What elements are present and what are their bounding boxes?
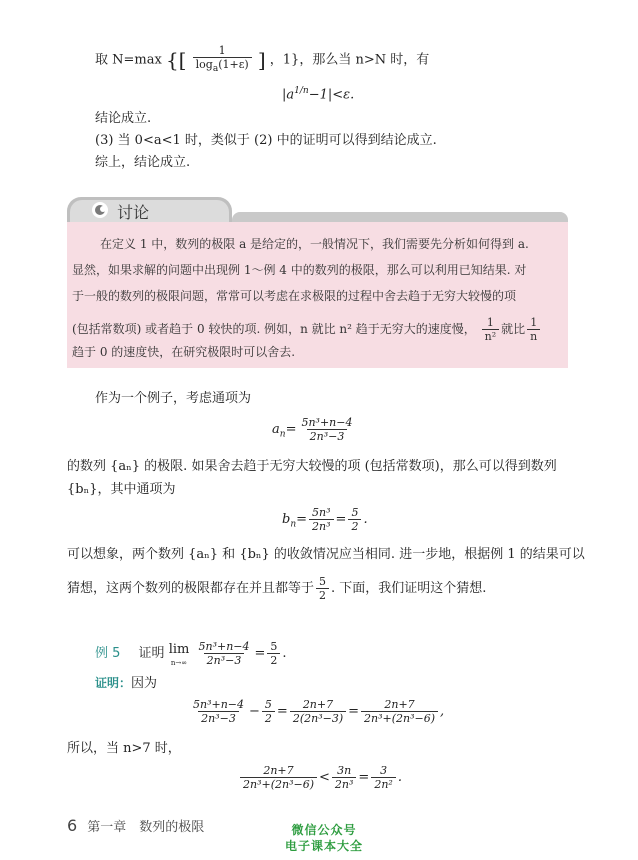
discussion-icon	[92, 202, 108, 218]
discussion-line-4: (包括常数项) 或者趋于 0 较快的项. 例如，n 就比 n² 趋于无穷大的速度慢， $\frac{1}{\text{n²}}$ 就比 $\frac{1}{n}$	[72, 316, 542, 343]
seq-line-2: {bₙ}，其中通项为	[67, 482, 176, 497]
discussion-frac-b: $\frac{1}{n}$	[527, 316, 540, 343]
proof-equation: $\frac{\text{5n³+n−4}}{\text{2n³−3}}$ − $\frac{5}{2}$ = $\frac{2n+7}{\text{2(2n³−3)}}$ = $\frac{2n+7}{\text{2n³+(2n³−6)}}$ ,	[193, 698, 445, 725]
discussion-line-5: 趋于 0 的速度快，在研究极限时可以舍去.	[72, 345, 296, 359]
inequality-line: $|a^{1/n}-1|<\varepsilon$.	[282, 86, 355, 103]
take-suffix: ，1}，那么当 n>N 时，有	[269, 52, 430, 68]
proof-inequality: $\frac{2n+7}{\text{2n³+(2n³−6)}}$ < $\frac{3n}{\text{2n³}}$ = $\frac{3}{\text{2n²}}$ .	[238, 764, 402, 791]
conclusion-1: 结论成立.	[95, 111, 152, 126]
discussion-title: 讨论	[117, 203, 150, 222]
log-fraction: $\frac{1}{\log_a(1+\varepsilon)}$	[193, 44, 252, 76]
summary: 综上，结论成立.	[95, 155, 191, 170]
example-5-line: 例 5 证明 lim n→∞ $\frac{\text{5n³+n−4}}{\text{2n³−3}}$ = $\frac{5}{2}$ .	[95, 640, 287, 667]
page-footer	[67, 816, 204, 835]
imagine-line-2: 猜想，这两个数列的极限都存在并且都等于 $\frac{5}{2}$ . 下面，我们证明这个猜想.	[67, 575, 487, 602]
an-formula: $a_n=$ $\frac{\text{5n³+n−4}}{\text{2n³−3}}$	[272, 416, 353, 443]
take-n-max-line: 取 N=max {[ $\frac{1}{\log_a(1+\varepsilon)}$ ] ，1}，那么当 n>N 时，有	[95, 44, 430, 75]
example-5-label: 例 5	[95, 646, 121, 661]
page-number: 6	[67, 816, 78, 835]
so-line: 所以，当 n>7 时，	[67, 741, 181, 756]
watermark: 微信公众号 电子课本大全	[285, 823, 364, 853]
discussion-line-3: 于一般的数列的极限问题，常常可以考虑在求极限的过程中舍去趋于无穷大较慢的项	[72, 289, 517, 303]
discussion-line-2: 显然，如果求解的问题中出现例 1～例 4 中的数列的极限，那么可以利用已知结果. 对	[72, 263, 527, 277]
bn-formula: $b_n=$ $\frac{\text{5n³}}{\text{2n³}}$ = $\frac{5}{2}$ .	[282, 506, 368, 533]
lim-operator: lim n→∞	[168, 641, 190, 667]
imagine-line-1: 可以想象，两个数列 {aₙ} 和 {bₙ} 的收敛情况应当相同. 进一步地，根据例 1 的结果可以	[67, 547, 585, 562]
discussion-line-1: 在定义 1 中，数列的极限 a 是给定的，一般情况下，我们需要先分析如何得到 a.	[100, 237, 529, 251]
proof-label: 证明：	[95, 676, 132, 690]
seq-line-1: 的数列 {aₙ} 的极限. 如果舍去趋于无穷大较慢的项 (包括常数项)，那么可以得到数列	[67, 459, 557, 474]
discussion-frac-a: $\frac{1}{\text{n²}}$	[482, 316, 500, 343]
case-3: (3) 当 0<a<1 时，类似于 (2) 中的证明可以得到结论成立.	[95, 133, 437, 148]
take-prefix: 取 N=max	[95, 52, 162, 68]
proof-line: 证明：因为	[95, 676, 158, 691]
chapter-title: 第一章 数列的极限	[87, 820, 205, 835]
example-intro: 作为一个例子，考虑通项为	[95, 391, 252, 406]
discussion-header-bar	[232, 212, 568, 222]
